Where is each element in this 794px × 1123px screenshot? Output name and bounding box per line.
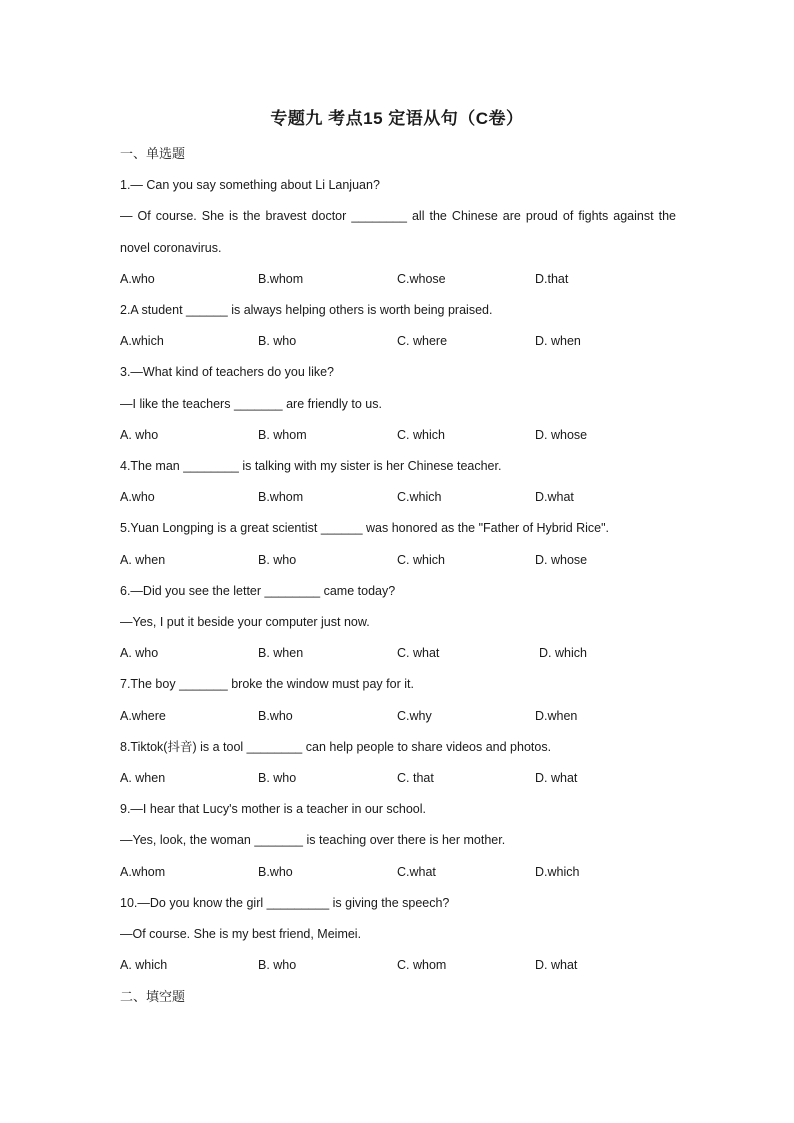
question-line: —Yes, look, the woman _______ is teaching over there is her mother.	[120, 833, 506, 847]
option-a: A. who	[120, 428, 159, 442]
option-a: A.whom	[120, 865, 166, 879]
option-d: D. when	[535, 334, 581, 348]
option-b: B.who	[258, 865, 293, 879]
question-line: —I like the teachers _______ are friendly to us.	[120, 397, 382, 411]
option-d: D.when	[535, 709, 578, 723]
option-d: D. what	[535, 958, 578, 972]
option-d: D. whose	[535, 553, 588, 567]
option-c: C.whose	[397, 272, 446, 286]
question-line: 5.Yuan Longping is a great scientist ______ was honored as the "Father of Hybrid Rice".	[120, 521, 610, 535]
option-b: B. who	[258, 553, 297, 567]
option-b: B. when	[258, 646, 304, 660]
option-d: D.that	[535, 272, 569, 286]
option-a: A.where	[120, 709, 166, 723]
question-line: 10.—Do you know the girl _________ is giving the speech?	[120, 896, 450, 910]
option-c: C. whom	[397, 958, 447, 972]
option-b: B. who	[258, 334, 297, 348]
question-line: 1.— Can you say something about Li Lanjuan?	[120, 178, 380, 192]
option-d: D. what	[535, 771, 578, 785]
question-line: —Yes, I put it beside your computer just now.	[120, 615, 370, 629]
option-a: A. who	[120, 646, 159, 660]
option-c: C. that	[397, 771, 434, 785]
question-line: — Of course. She is the bravest doctor ________ all the Chinese are proud of fights against the	[120, 209, 676, 223]
section-heading-fill-blank: 二、填空题	[120, 989, 186, 1004]
question-line: 7.The boy _______ broke the window must pay for it.	[120, 677, 414, 691]
question-line: 3.—What kind of teachers do you like?	[120, 365, 335, 379]
question-line: 2.A student ______ is always helping others is worth being praised.	[120, 303, 493, 317]
section-heading-single-choice: 一、单选题	[120, 146, 186, 161]
option-c: C.why	[397, 709, 432, 723]
option-d: D.which	[535, 865, 580, 879]
option-b: B. whom	[258, 428, 307, 442]
option-b: B.whom	[258, 272, 304, 286]
option-b: B.whom	[258, 490, 304, 504]
question-line: 8.Tiktok(抖音) is a tool ________ can help people to share videos and photos.	[120, 740, 552, 754]
option-c: C.which	[397, 490, 442, 504]
option-c: C. where	[397, 334, 448, 348]
option-a: A.who	[120, 272, 155, 286]
question-line: 9.—I hear that Lucy's mother is a teacher in our school.	[120, 802, 427, 816]
option-d: D.what	[535, 490, 574, 504]
question-line: —Of course. She is my best friend, Meimei.	[120, 927, 362, 941]
page-title: 专题九 考点15 定语从句（C卷）	[270, 109, 524, 128]
option-c: C. which	[397, 553, 445, 567]
option-b: B.who	[258, 709, 293, 723]
question-line: 6.—Did you see the letter ________ came today?	[120, 584, 396, 598]
option-c: C. what	[397, 646, 440, 660]
option-a: A. when	[120, 553, 166, 567]
option-b: B. who	[258, 771, 297, 785]
option-a: A. when	[120, 771, 166, 785]
option-d: D. which	[539, 646, 587, 660]
option-b: B. who	[258, 958, 297, 972]
option-c: C.what	[397, 865, 436, 879]
option-a: A.who	[120, 490, 155, 504]
question-line: 4.The man ________ is talking with my sister is her Chinese teacher.	[120, 459, 502, 473]
option-a: A.which	[120, 334, 164, 348]
option-c: C. which	[397, 428, 445, 442]
option-a: A. which	[120, 958, 168, 972]
option-d: D. whose	[535, 428, 588, 442]
question-line: novel coronavirus.	[120, 241, 222, 255]
